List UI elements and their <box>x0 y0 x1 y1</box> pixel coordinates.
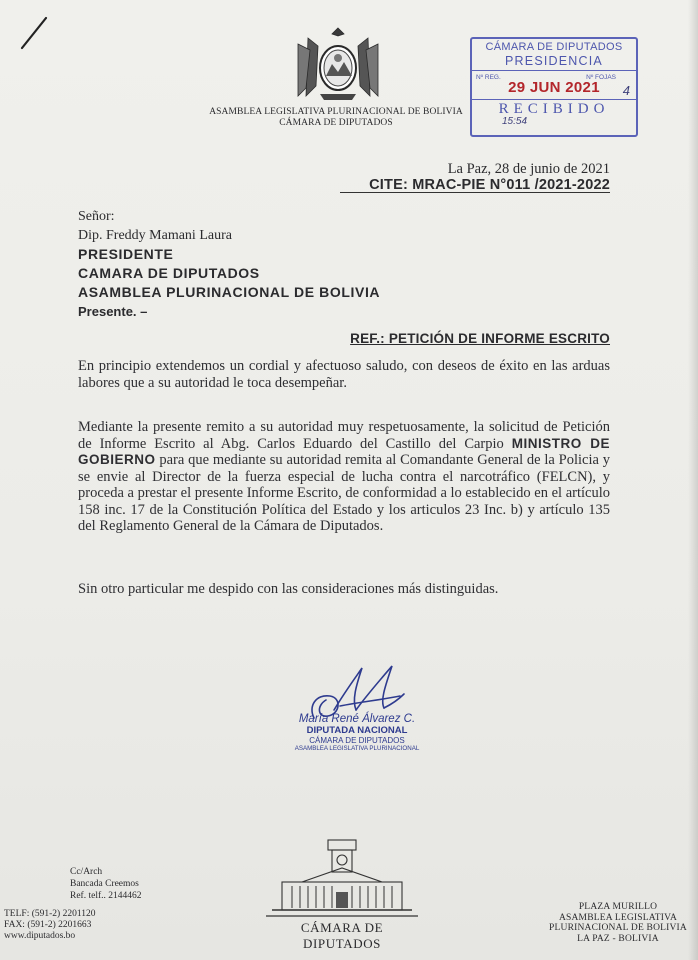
bancada: Bancada Creemos <box>70 879 139 889</box>
signer-chamber: CÁMARA DE DIPUTADOS <box>309 736 405 745</box>
cite-underline <box>340 192 610 193</box>
address-line-3: PLURINACIONAL DE BOLIVIA <box>549 923 687 933</box>
paragraph-1: En principio extendemos un cordial y afectuoso saludo, con deseos de éxito en las arduas labores que a su autoridad le toca desempeñar. <box>78 358 610 391</box>
stamp-office: PRESIDENCIA <box>505 54 603 68</box>
paragraph-2-part-a: Mediante la presente remito a su autoridad muy respetuosamente, la solicitud de Petición de Informe Escrito al Abg. Carlos Eduardo del Castillo del Carpio <box>78 419 610 452</box>
ref-phone: Ref. telf.. 2144462 <box>70 891 142 901</box>
paragraph-3: Sin otro particular me despido con las consideraciones más distinguidas. <box>78 581 499 597</box>
chamber-building-icon <box>262 838 422 920</box>
recipient-block <box>78 207 380 321</box>
paragraph-2 <box>78 419 610 535</box>
footer-address <box>548 902 688 944</box>
signer-title: DIPUTADA NACIONAL <box>306 725 408 736</box>
website: www.diputados.bo <box>4 931 76 941</box>
signer-name: María René Álvarez C. <box>298 713 416 725</box>
address-line-2: ASAMBLEA LEGISLATIVA <box>558 912 678 923</box>
letterhead <box>196 107 476 129</box>
cc-archive: Cc/Arch <box>70 867 103 877</box>
stamp-pages-label: Nº FOJAS <box>586 74 616 81</box>
contact-info <box>4 909 95 942</box>
stamp-received: RECIBIDO <box>498 101 610 117</box>
reception-stamp <box>470 37 638 137</box>
letterhead-line-1: ASAMBLEA LEGISLATIVA PLURINACIONAL DE BOLIVIA <box>209 107 463 117</box>
telephone: TELF: (591-2) 2201120 <box>4 909 96 919</box>
place-date: La Paz, 28 de junio de 2021 <box>447 161 610 177</box>
recipient-title-2: CAMARA DE DIPUTADOS <box>78 265 260 281</box>
paragraph-2-minister: MINISTRO DE GOBIERNO <box>78 435 610 467</box>
reference-line: REF.: PETICIÓN DE INFORME ESCRITO <box>350 331 610 346</box>
address-line-1: PLAZA MURILLO <box>578 902 658 912</box>
stamp-chamber: CÁMARA DE DIPUTADOS <box>485 41 623 53</box>
stamp-divider <box>472 70 636 71</box>
copy-distribution <box>70 866 142 902</box>
stamp-divider <box>472 99 636 100</box>
fax: FAX: (591-2) 2201663 <box>4 920 92 930</box>
recipient-title-3: ASAMBLEA PLURINACIONAL DE BOLIVIA <box>78 284 381 300</box>
signer-assembly: ASAMBLEA LEGISLATIVA PLURINACIONAL <box>294 745 420 752</box>
footer-logo-text: CÁMARA DE DIPUTADOS <box>300 920 384 951</box>
cite-number: CITE: MRAC-PIE N°011 /2021-2022 <box>369 177 610 193</box>
signature-block <box>282 713 432 753</box>
recipient-name: Dip. Freddy Mamani Laura <box>78 228 232 243</box>
recipient-greeting: Presente. – <box>78 304 148 319</box>
salutation: Señor: <box>78 209 115 224</box>
letterhead-line-2: CÁMARA DE DIPUTADOS <box>279 118 393 128</box>
stamp-pages-handwritten: 4 <box>622 83 630 98</box>
stamp-reg-label: Nº REG. <box>476 74 501 81</box>
pen-mark-icon <box>18 14 52 54</box>
stamp-date: 29 JUN 2021 <box>508 79 600 96</box>
stamp-time-handwritten: 15:54 <box>502 116 528 127</box>
coat-of-arms-icon <box>288 24 388 104</box>
address-line-4: LA PAZ - BOLIVIA <box>577 933 659 944</box>
page-edge-shadow <box>688 0 698 960</box>
recipient-title-1: PRESIDENTE <box>78 246 174 262</box>
paragraph-2-part-c: para que mediante su autoridad remita al Comandante General de la Policia y se envie al Director de la fuerza especial de lucha contra el narcotráfico (FELCN), y proceda a prestar el presente Informe Escrito, de conformidad a lo establecido en el artículo 158 inc. 17 de la Constitución Política del Estado y los articulos 23 Inc. b) y artículo 135 del Reglamento General de la Cámara de Diputados. <box>78 452 611 534</box>
